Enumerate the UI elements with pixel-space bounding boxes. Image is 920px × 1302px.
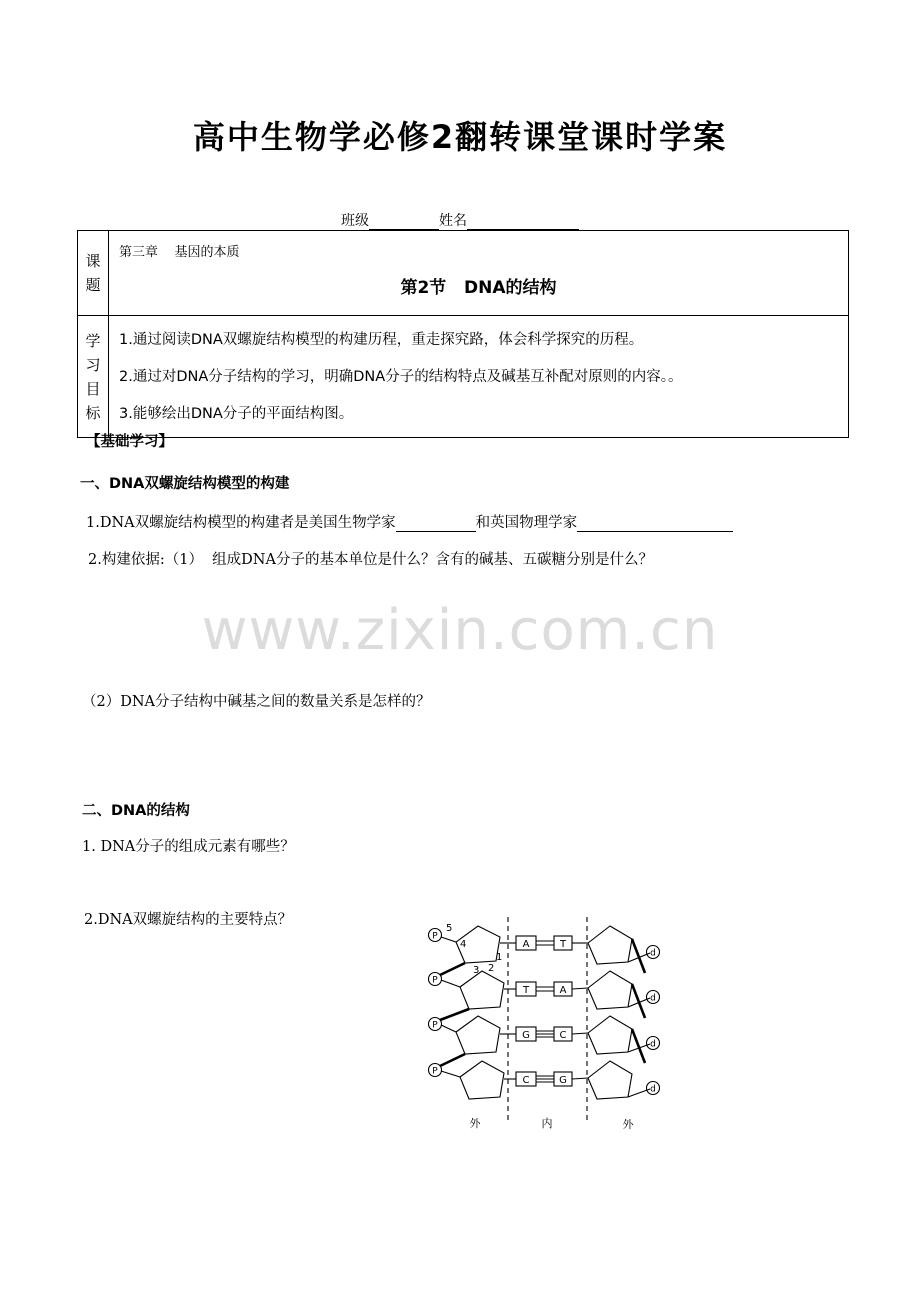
class-blank[interactable] [369, 215, 439, 230]
right-sugar-4 [588, 1061, 632, 1099]
left-sugar-3 [456, 1016, 500, 1054]
topic-label-cell [78, 231, 109, 316]
deoxyribose-label-2: d [650, 993, 656, 1004]
question-1-1-text-b: 和英国物理学家 [475, 515, 578, 531]
base-label-left-2: T [522, 985, 530, 996]
question-2-2: 2.DNA双螺旋结构的主要特点？ [84, 912, 293, 928]
base-label-right-2: A [559, 985, 567, 996]
deoxyribose-label-1: d [650, 948, 656, 959]
carbon-label-5: 5 [446, 923, 453, 934]
question-1-2: 2.构建依据:（1） 组成DNA分子的基本单位是什么？含有的碱基、五碳糖分别是什么？ [88, 552, 653, 568]
class-name-line [0, 210, 920, 230]
watermark: www.zixin.com.cn [201, 598, 719, 663]
deoxyribose-label-4: d [650, 1084, 656, 1095]
phosphate-label-3: P [432, 1020, 438, 1031]
question-1-2-2: （2）DNA分子结构中碱基之间的数量关系是怎样的？ [82, 694, 431, 710]
left-sugar-4 [460, 1061, 504, 1099]
part1-heading: 一、DNA双螺旋结构模型的构建 [80, 476, 290, 492]
outer-label-right: 外 [622, 1118, 634, 1131]
right-sugar-3 [588, 1016, 632, 1054]
base-label-right-4: G [559, 1075, 567, 1086]
goal-item-2: 2.通过对DNA分子结构的学习，明确DNA分子的结构特点及碱基互补配对原则的内容。。 [119, 369, 683, 385]
phosphate-label-4: P [432, 1066, 438, 1077]
part2-heading: 二、DNA的结构 [82, 803, 190, 819]
left-phosphate-bond-1 [441, 937, 456, 942]
right-sugar-2 [588, 971, 632, 1009]
carbon-label-2: 2 [488, 963, 495, 974]
carbon-label-1: 1 [496, 952, 503, 963]
base-label-right-3: C [559, 1030, 567, 1041]
goals-cell [109, 316, 849, 438]
right-base-link-3 [572, 1033, 588, 1034]
section-title: 第2节 DNA的结构 [400, 278, 557, 298]
question-1-1-text-a: 1.DNA双螺旋结构模型的构建者是美国生物学家 [86, 515, 396, 531]
inner-label: 内 [541, 1117, 553, 1130]
name-label: 姓名 [439, 213, 467, 229]
question-2-1: 1. DNA分子的组成元素有哪些？ [82, 839, 295, 855]
goals-label: 学习目标 [85, 331, 101, 422]
base-label-left-3: G [522, 1030, 530, 1041]
left-sugar-2 [460, 971, 504, 1009]
american-biologist-blank[interactable] [396, 515, 476, 532]
british-physicist-blank[interactable] [577, 515, 733, 532]
left-phosphate-bond-4 [441, 1071, 460, 1077]
left-phosphate-bond-3 [441, 1025, 456, 1032]
lesson-info-table [77, 230, 849, 438]
topic-label: 课题 [85, 252, 101, 294]
base-label-left-1: A [522, 939, 530, 950]
class-label: 班级 [341, 213, 369, 229]
left-phosphate-bond-2 [441, 980, 460, 987]
deoxyribose-label-3: d [650, 1039, 656, 1050]
left-backbone-bond-3 [440, 1054, 465, 1066]
base-label-left-4: C [522, 1075, 530, 1086]
outer-label-left: 外 [469, 1117, 481, 1130]
right-sugar-1 [588, 926, 632, 964]
page-title: 高中生物学必修2翻转课堂课时学案 [192, 118, 728, 156]
goals-label-cell [78, 316, 109, 438]
basic-learning-heading: 【基础学习】 [86, 434, 173, 450]
dna-structure-diagram [420, 915, 670, 1135]
goal-item-1: 1.通过阅读DNA双螺旋结构模型的构建历程，重走探究路，体会科学探究的历程。 [119, 332, 644, 348]
right-base-link-4 [572, 1078, 588, 1079]
name-blank[interactable] [467, 215, 579, 230]
topic-cell [109, 231, 849, 316]
carbon-label-3: 3 [473, 965, 480, 976]
base-label-right-1: T [559, 939, 567, 950]
carbon-label-4: 4 [460, 939, 467, 950]
left-backbone-bond-1 [440, 963, 465, 975]
phosphate-label-2: P [432, 975, 438, 986]
left-backbone-bond-2 [440, 1009, 469, 1020]
goal-item-3: 3.能够绘出DNA分子的平面结构图。 [119, 406, 354, 422]
right-base-link-2 [572, 988, 588, 989]
chapter-title: 第三章 基因的本质 [119, 245, 240, 260]
phosphate-label-1: P [432, 931, 438, 942]
question-1-1 [86, 511, 733, 532]
